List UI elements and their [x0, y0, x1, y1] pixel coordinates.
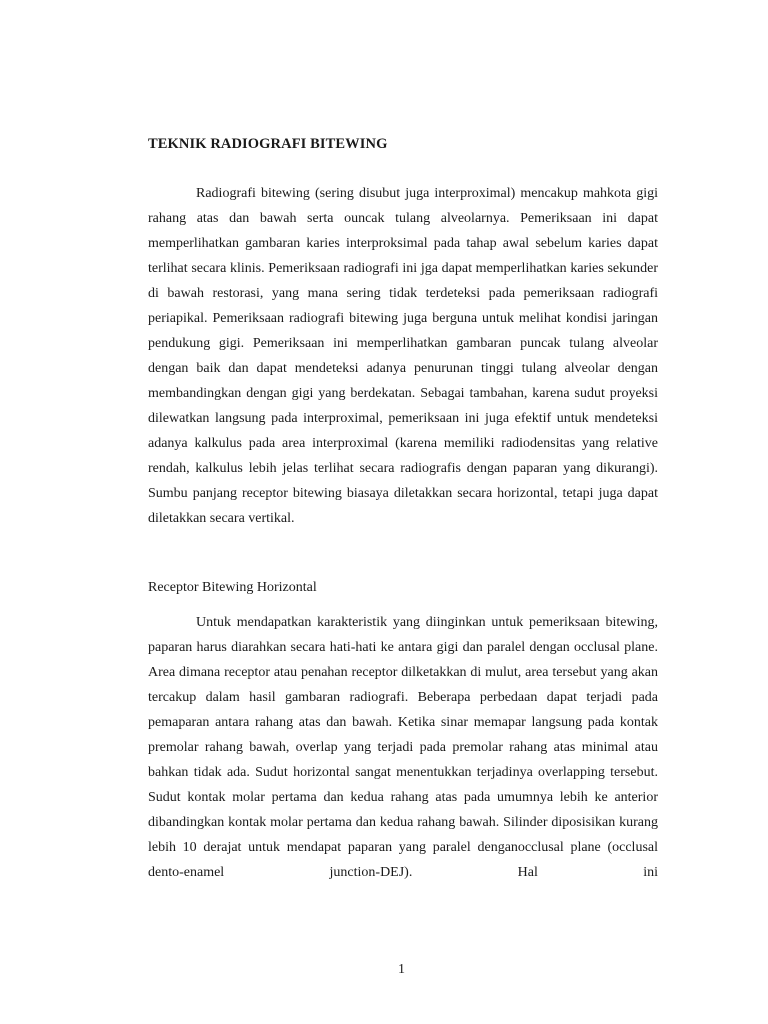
paragraph-intro: Radiografi bitewing (sering disubut juga interproximal) mencakup mahkota gigi rahang atas dan bawah serta ouncak tulang alveolarnya. Pemeriksaan ini dapat memperlihatkan gambaran karies interproksimal pada tahap awal sebelum karies dapat terlihat secara klinis. Pemeriksaan radiografi ini jga dapat memperlihatkan karies sekunder di bawah restorasi, yang mana sering tidak terdeteksi pada pemeriksaan radiografi periapikal. Pemeriksaan radiografi bitewing juga berguna untuk melihat kondisi jaringan pendukung gigi. Pemeriksaan ini memperlihatkan gambaran puncak tulang alveolar dengan baik dan dapat mendeteksi adanya penurunan tinggi tulang alveolar dengan membandingkan dengan gigi yang berdekatan. Sebagai tambahan, karena sudut proyeksi dilewatkan langsung pada interproximal, pemeriksaan ini juga efektif untuk mendeteksi adanya kalkulus pada area interproximal (karena memiliki radiodensitas yang relative rendah, kalkulus lebih jelas terlihat secara radiografis dengan paparan yang dikurangi). Sumbu panjang receptor bitewing biasaya diletakkan secara horizontal, tetapi juga dapat diletakkan secara vertikal.: [148, 186, 658, 526]
paragraph-horizontal-receptor: Untuk mendapatkan karakteristik yang diinginkan untuk pemeriksaan bitewing, paparan harus diarahkan secara hati-hati ke antara gigi dan paralel dengan occlusal plane. Area dimana receptor atau penahan receptor dilketakkan di mulut, area tersebut yang akan tercakup dalam hasil gambaran radiografi. Beberapa perbedaan dapat terjadi pada pemaparan antara rahang atas dan bawah. Ketika sinar memapar langsung pada kontak premolar rahang bawah, overlap yang terjadi pada premolar rahang atas minimal atau bahkan tidak ada. Sudut horizontal sangat menentukkan terjadinya overlapping tersebut. Sudut kontak molar pertama dan kedua rahang atas pada umumnya lebih ke anterior dibandingkan kontak molar pertama dan kedua rahang bawah. Silinder diposisikan kurang lebih 10 derajat untuk mendapat paparan yang paralel denganocclusal plane (occlusal dento-enamel junction-DEJ). Hal ini: [148, 615, 658, 880]
section-subheading: Receptor Bitewing Horizontal: [148, 580, 317, 595]
page-number: 1: [398, 962, 405, 977]
document-title: TEKNIK RADIOGRAFI BITEWING: [148, 136, 388, 152]
